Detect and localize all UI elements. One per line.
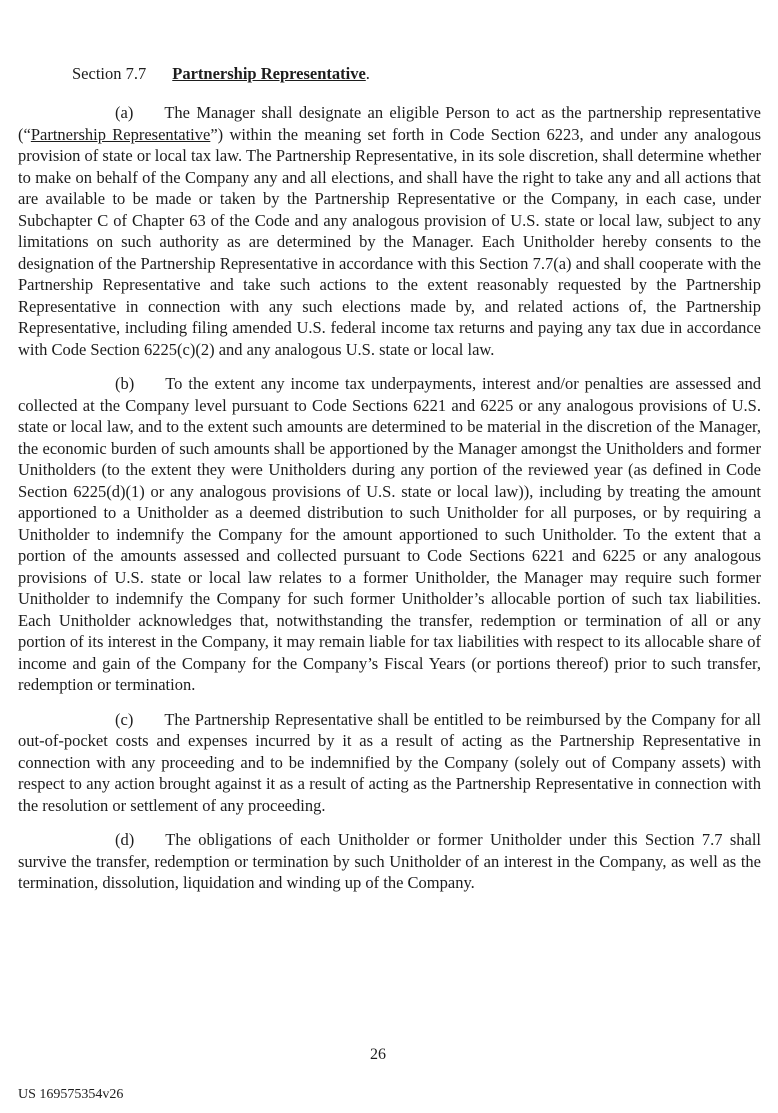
paragraph-label: (a): [115, 103, 134, 122]
section-heading: [72, 63, 761, 85]
paragraph-b: [18, 373, 761, 696]
section-number: Section 7.7: [72, 64, 147, 83]
paragraph-c: [18, 709, 761, 817]
paragraph-label: (c): [115, 709, 134, 729]
paragraph-b-text: To the extent any income tax underpayments, interest and/or penalties are assessed and collected at the Company level pursuant to Code Sections 6221 and 6225 or any analogous provisions of U.S. state or local law, and to the extent such amounts are determined to be material in the discretion of the Manager, the economic burden of such amounts shall be apportioned by the Manager amongst the Unitholders and former Unitholders (to the extent they were Unitholders during any portion of the reviewed year (as defined in Code Section 6225(d)(1) or any analogous provisions of U.S. state or local law)), including by treating the amount apportioned to a Unitholder as a deemed distribution to such Unitholder for all purposes, or by requiring a Unitholder to indemnify the Company for the amount apportioned to such Unitholder. To the extent that a portion of the amounts assessed and collected pursuant to Code Sections 6221 and 6225 or any analogous provisions of U.S. state or local law relates to a former Unitholder, the Manager may require such former Unitholder to indemnify the Company for such former Unitholder’s allocable portion of such tax liabilities. Each Unitholder acknowledges that, notwithstanding the transfer, redemption or termination of all or any portion of its interest in the Company, it may remain liable for tax liabilities with respect to its allocable share of income and gain of the Company for the Company’s Fiscal Years (or portions thereof) prior to such transfer, redemption or termination.: [18, 374, 761, 694]
paragraph-label: (d): [115, 830, 135, 849]
paragraph-d: [18, 829, 761, 894]
section-title-period: .: [365, 64, 370, 83]
paragraph-a-text-before-term: The Manager shall designate an eligible Person to act as the partnership representative (“: [18, 103, 761, 144]
paragraph-d-text: The obligations of each Unitholder or former Unitholder under this Section 7.7 shall survive the transfer, redemption or termination by such Unitholder of an interest in the Company, as well as the termination, dissolution, liquidation and winding up of the Company.: [18, 830, 761, 892]
page-number: 26: [370, 1046, 386, 1063]
footer-doc-id: US 169575354v26: [18, 1087, 124, 1102]
paragraph-a: [18, 102, 761, 360]
section-title: Partnership Representative: [172, 64, 366, 83]
paragraph-label: (b): [115, 374, 135, 393]
defined-term-partnership-representative: Partnership Representative: [30, 124, 211, 144]
document-body: [18, 63, 761, 907]
paragraph-a-text-after-term: ”) within the meaning set forth in Code Section 6223, and under any analogous provision of state or local tax law. The Partnership Representative, in its sole discretion, shall determine whether to make on behalf of the Company any and all elections, and shall have the right to take any and all actions that are available to be made or taken by the Partnership Representative or the Company, in each case, under Subchapter C of Chapter 63 of the Code and any analogous provision of U.S. state or local law, subject to any limitations on such authority as are determined by the Manager. Each Unitholder hereby consents to the designation of the Partnership Representative in accordance with this Section 7.7(a) and shall cooperate with the Partnership Representative and take such actions to the extent reasonably requested by the Partnership Representative in connection with any such elections made by, and related actions of, the Partnership Representative, including filing amended U.S. federal income tax returns and paying any tax due in accordance with Code Section 6225(c)(2) and any analogous U.S. state or local law.: [18, 124, 761, 359]
paragraph-c-text: The Partnership Representative shall be entitled to be reimbursed by the Company for all out-of-pocket costs and expenses incurred by it as a result of acting as the Partnership Representative in connection with any proceeding and to be indemnified by the Company (solely out of Company assets) with respect to any action brought against it as a result of acting as the Partnership Representative in connection with the resolution or settlement of any proceeding.: [18, 709, 761, 815]
